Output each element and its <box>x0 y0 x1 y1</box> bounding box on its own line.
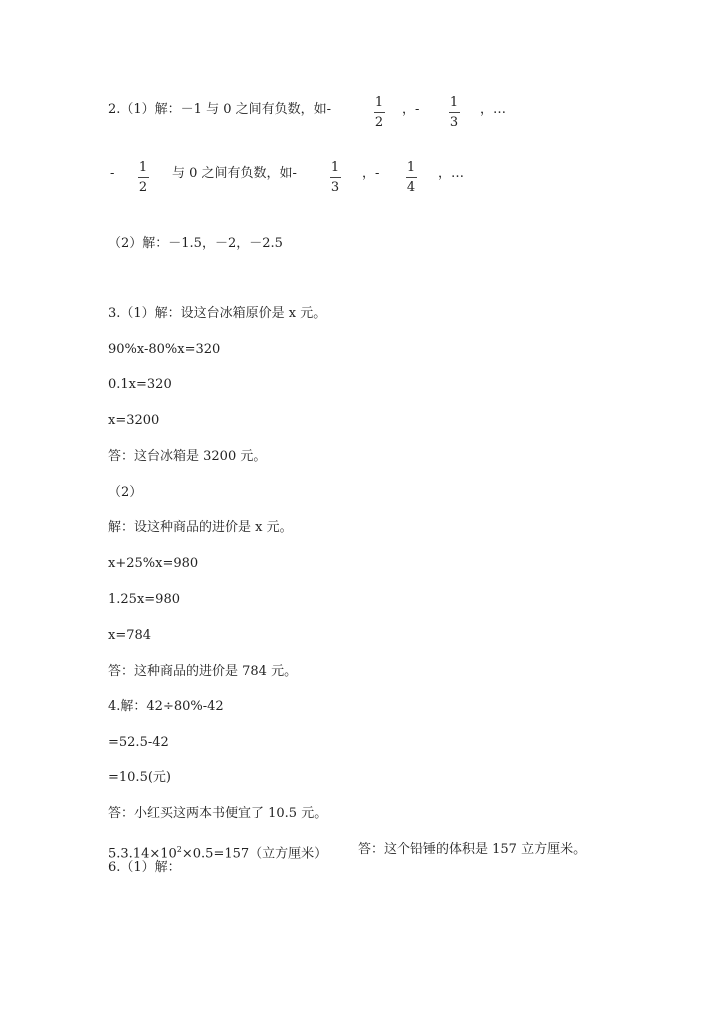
fraction-denominator: 3 <box>330 180 340 195</box>
q3-part1-answer: 答：这台冰箱是 3200 元。 <box>108 449 267 464</box>
fraction-bar <box>449 112 460 113</box>
fraction-denominator: 3 <box>449 115 459 130</box>
q4-answer: 答：小红买这两本书便宜了 10.5 元。 <box>108 806 328 821</box>
q5-equation-pre: 5.3.14×10 <box>108 846 177 862</box>
q3-part1-equation-1: 90%x-80%x=320 <box>108 342 221 357</box>
q3-part2-equation-1: x+25%x=980 <box>108 556 199 571</box>
fraction-denominator: 4 <box>406 180 416 195</box>
q3-part1-equation-3: x=3200 <box>108 413 160 428</box>
q2-line2-suffix: ，… <box>438 166 465 181</box>
fraction-numerator: 1 <box>374 95 384 110</box>
q3-part2-answer: 答：这种商品的进价是 784 元。 <box>108 664 298 679</box>
q3-part1-header: 3.（1）解：设这台冰箱原价是 x 元。 <box>108 306 327 321</box>
q5-equation-post: ×0.5=157（立方厘米） <box>181 846 328 862</box>
fraction-numerator: 1 <box>330 160 340 175</box>
fraction-bar <box>374 112 385 113</box>
q2-line1-fraction-2 <box>446 95 462 130</box>
q3-part2-label: （2） <box>108 485 143 500</box>
q3-part2-equation-3: x=784 <box>108 628 152 643</box>
q2-line2-fraction-3 <box>403 160 419 195</box>
fraction-bar <box>330 177 341 178</box>
fraction-bar <box>406 177 417 178</box>
q2-line2-fraction-1 <box>135 160 151 195</box>
q5-answer: 答：这个铅锤的体积是 157 立方厘米。 <box>358 842 587 857</box>
q2-line1-suffix: ，… <box>480 102 507 117</box>
q2-line1-fraction-1 <box>371 95 387 130</box>
q2-line2-middle: 与 0 之间有负数，如- <box>172 166 297 181</box>
q5-exponent: 2 <box>176 845 182 854</box>
q3-part1-equation-2: 0.1x=320 <box>108 377 172 392</box>
q2-line2-prefix: - <box>110 166 115 181</box>
q4-header: 4.解：42÷80%-42 <box>108 699 224 714</box>
fraction-denominator: 2 <box>138 180 148 195</box>
q3-part2-equation-2: 1.25x=980 <box>108 592 180 607</box>
q3-part2-header: 解：设这种商品的进价是 x 元。 <box>108 520 293 535</box>
q2-line1-prefix: 2.（1）解：－1 与 0 之间有负数，如- <box>108 102 332 117</box>
q2-line1-separator: ，- <box>402 102 420 117</box>
fraction-numerator: 1 <box>138 160 148 175</box>
fraction-denominator: 2 <box>374 115 384 130</box>
fraction-numerator: 1 <box>449 95 459 110</box>
q2-line2-separator: ，- <box>362 166 380 181</box>
q6-header: 6.（1）解： <box>108 860 181 875</box>
q2-part2: （2）解：－1.5，－2，－2.5 <box>108 236 283 251</box>
fraction-numerator: 1 <box>406 160 416 175</box>
q4-equation-1: =52.5-42 <box>108 735 169 750</box>
fraction-bar <box>138 177 149 178</box>
q2-line2-fraction-2 <box>327 160 343 195</box>
q4-equation-2: =10.5(元) <box>108 770 171 785</box>
